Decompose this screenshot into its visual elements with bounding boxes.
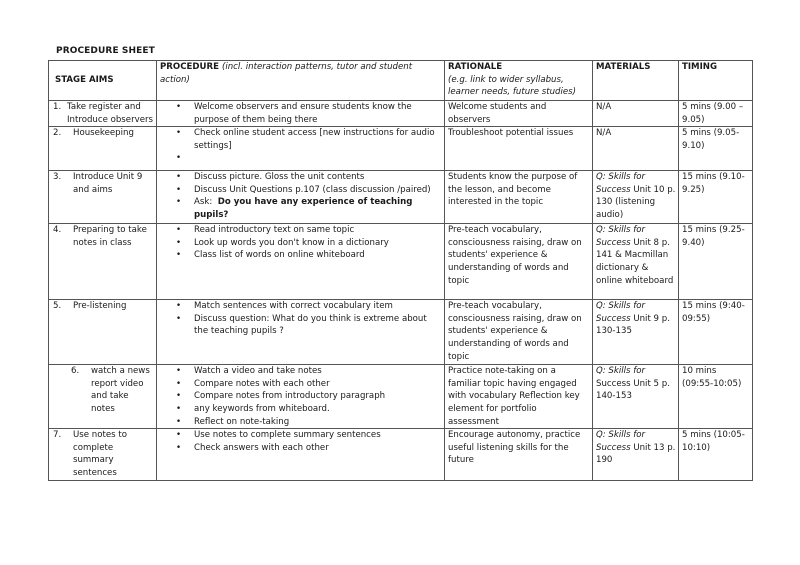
materials-title: Q: Skills for Success xyxy=(596,172,646,195)
stage-cell xyxy=(49,127,157,171)
procedure-item xyxy=(160,184,442,197)
bullet-icon: • xyxy=(176,128,182,139)
stage-number: 6. xyxy=(71,366,80,377)
procedure-cell xyxy=(157,127,445,171)
procedure-text: Discuss Unit Questions p.107 (class discussion /paired) xyxy=(194,184,431,195)
stage-aim: watch a news report video and take notes xyxy=(91,366,150,414)
bullet-icon: • xyxy=(176,172,182,183)
procedure-item xyxy=(160,365,442,378)
procedure-text: Compare notes with each other xyxy=(194,378,330,389)
materials-cell xyxy=(593,365,679,429)
rationale-cell: Students know the purpose of the lesson, and become interested in the topic xyxy=(445,171,593,224)
stage-number: 4. xyxy=(53,225,62,236)
table-row xyxy=(49,365,753,429)
materials-text: Success Unit 5 p. 140-153 xyxy=(596,378,670,402)
bullet-icon: • xyxy=(176,416,182,427)
stage-aim: Pre-listening xyxy=(73,301,127,312)
procedure-item xyxy=(160,127,442,152)
bullet-icon: • xyxy=(176,442,182,453)
timing-cell: 15 mins (9:40-09:55) xyxy=(679,300,753,365)
procedure-text: Discuss question: What do you think is extreme about the teaching pupils ? xyxy=(194,313,427,337)
bullet-icon: • xyxy=(176,250,182,261)
rationale-cell: Pre-teach vocabulary, consciousness raising, draw on students' experience & understanding of words and topic xyxy=(445,300,593,365)
materials-title: Q: Skills for Success xyxy=(596,430,646,453)
bullet-icon: • xyxy=(176,184,182,195)
bullet-icon: • xyxy=(176,102,182,112)
header-procedure xyxy=(157,61,445,101)
rationale-cell: Encourage autonomy, practice useful listening skills for the future xyxy=(445,429,593,481)
stage-number: 3. xyxy=(53,172,62,183)
stage-number: 5. xyxy=(53,301,62,312)
procedure-item xyxy=(160,224,442,237)
materials-text: Unit 13 p. 190 xyxy=(596,442,676,466)
procedure-item xyxy=(160,416,442,429)
timing-cell: 15 mins (9.10-9.25) xyxy=(679,171,753,224)
table-row xyxy=(49,101,753,127)
bullet-icon: • xyxy=(176,366,182,377)
bullet-icon: • xyxy=(176,197,182,208)
stage-aim: Housekeeping xyxy=(73,128,134,139)
stage-aim: Introduce Unit 9 and aims xyxy=(73,172,143,195)
procedure-cell xyxy=(157,365,445,429)
materials-cell xyxy=(593,429,679,481)
materials-title: Q: Skills for xyxy=(596,366,646,377)
materials-cell xyxy=(593,300,679,365)
materials-text: N/A xyxy=(596,102,612,112)
procedure-item xyxy=(160,429,442,442)
procedure-item xyxy=(160,313,442,338)
materials-text: Unit 10 p. 130 (listening audio) xyxy=(596,184,676,220)
stage-number: 7. xyxy=(53,430,62,441)
procedure-text: Compare notes from introductory paragraph xyxy=(194,391,386,402)
stage-number: 2. xyxy=(53,128,62,139)
table-row xyxy=(49,429,753,481)
header-rationale-note: (e.g. link to wider syllabus, learner needs, future studies) xyxy=(448,74,576,98)
procedure-text: Match sentences with correct vocabulary item xyxy=(194,301,393,312)
procedure-item xyxy=(160,378,442,391)
stage-aim: Take register and Introduce observers xyxy=(67,102,153,125)
header-timing: TIMING xyxy=(679,61,753,101)
stage-cell xyxy=(49,365,157,429)
procedure-text: Class list of words on online whiteboard xyxy=(194,250,365,261)
materials-cell xyxy=(593,127,679,171)
stage-cell xyxy=(49,429,157,481)
procedure-text: Welcome observers and ensure students know the purpose of them being there xyxy=(194,102,412,125)
rationale-cell: Practice note-taking on a familiar topic having engaged with vocabulary Reflection key element for portfolio assessment xyxy=(445,365,593,429)
bullet-icon: • xyxy=(176,403,182,414)
bullet-icon: • xyxy=(176,301,182,312)
stage-cell xyxy=(49,300,157,365)
header-rationale-label: RATIONALE xyxy=(448,62,503,72)
procedure-text: Watch a video and take notes xyxy=(194,366,322,377)
procedure-ask-label: Ask: xyxy=(194,197,213,208)
timing-cell: 5 mins (10:05-10:10) xyxy=(679,429,753,481)
header-procedure-label: PROCEDURE xyxy=(160,62,219,72)
page-title: PROCEDURE SHEET xyxy=(56,46,155,56)
materials-cell xyxy=(593,224,679,300)
stage-aim: Preparing to take notes in class xyxy=(73,225,147,248)
procedure-text: Read introductory text on same topic xyxy=(194,225,355,236)
stage-number: 1. xyxy=(53,102,62,112)
bullet-icon: • xyxy=(176,225,182,236)
procedure-item xyxy=(160,196,442,221)
procedure-cell xyxy=(157,224,445,300)
procedure-table xyxy=(48,60,753,481)
table-row xyxy=(49,300,753,365)
procedure-cell xyxy=(157,300,445,365)
header-materials: MATERIALS xyxy=(593,61,679,101)
bullet-icon: • xyxy=(176,313,182,324)
procedure-item xyxy=(160,152,442,165)
procedure-text: any keywords from whiteboard. xyxy=(194,403,330,414)
procedure-item xyxy=(160,403,442,416)
procedure-text: Check answers with each other xyxy=(194,442,329,453)
header-rationale xyxy=(445,61,593,101)
procedure-item xyxy=(160,442,442,455)
table-row xyxy=(49,171,753,224)
stage-cell xyxy=(49,101,157,127)
procedure-item xyxy=(160,101,442,126)
procedure-item xyxy=(160,300,442,313)
materials-title: Q: Skills for Success xyxy=(596,301,646,324)
stage-cell xyxy=(49,171,157,224)
rationale-cell: Pre-teach vocabulary, consciousness raising, draw on students' experience & understanding of words and topic xyxy=(445,224,593,300)
materials-cell xyxy=(593,101,679,127)
procedure-cell xyxy=(157,171,445,224)
stage-aim: Use notes to complete summary sentences xyxy=(73,430,127,478)
header-stage-aims: STAGE AIMS xyxy=(49,61,157,101)
timing-cell: 5 mins (9.05-9.10) xyxy=(679,127,753,171)
procedure-item xyxy=(160,171,442,184)
bullet-icon: • xyxy=(176,391,182,402)
procedure-text: Use notes to complete summary sentences xyxy=(194,430,381,441)
bullet-icon: • xyxy=(176,430,182,441)
procedure-cell xyxy=(157,101,445,127)
timing-cell: 15 mins (9.25-9.40) xyxy=(679,224,753,300)
rationale-cell: Troubleshoot potential issues xyxy=(445,127,593,171)
procedure-item xyxy=(160,249,442,262)
procedure-text: Discuss picture. Gloss the unit contents xyxy=(194,172,365,183)
materials-cell xyxy=(593,171,679,224)
materials-text: Unit 9 p. 130-135 xyxy=(596,313,670,337)
bullet-icon: • xyxy=(176,237,182,248)
materials-title: Q: Skills for Success xyxy=(596,225,646,248)
header-procedure-note: (incl. interaction patterns, tutor and student action) xyxy=(160,62,413,85)
procedure-text: Reflect on note-taking xyxy=(194,416,290,427)
table-row xyxy=(49,127,753,171)
procedure-cell xyxy=(157,429,445,481)
procedure-item xyxy=(160,390,442,403)
bullet-icon: • xyxy=(176,378,182,389)
rationale-cell: Welcome students and observers xyxy=(445,101,593,127)
timing-cell: 5 mins (9.00 – 9.05) xyxy=(679,101,753,127)
procedure-item xyxy=(160,237,442,250)
procedure-ask-question: Do you have any experience of teaching pupils? xyxy=(194,197,413,220)
table-row xyxy=(49,224,753,300)
stage-cell xyxy=(49,224,157,300)
procedure-text: Check online student access [new instructions for audio settings] xyxy=(194,128,435,151)
materials-text: N/A xyxy=(596,128,612,139)
timing-cell: 10 mins (09:55-10:05) xyxy=(679,365,753,429)
materials-text: Unit 8 p. 141 & Macmillan dictionary & online whiteboard xyxy=(596,237,674,286)
procedure-text: Look up words you don't know in a dictionary xyxy=(194,237,389,248)
header-row xyxy=(49,61,753,101)
bullet-icon: • xyxy=(176,153,182,164)
